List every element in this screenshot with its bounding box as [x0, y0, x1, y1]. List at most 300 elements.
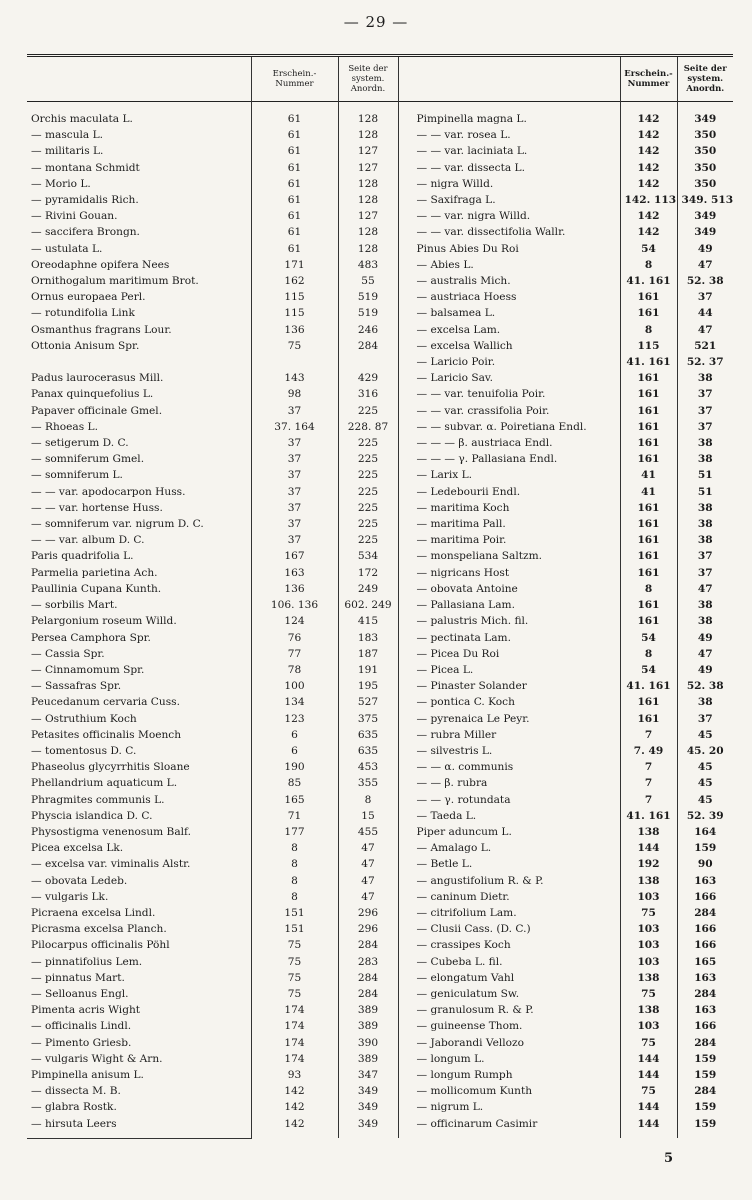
entry-name-right: — — γ. rotundata [398, 792, 620, 808]
entry-number-right: 161 [620, 386, 677, 402]
entry-name-right: — — var. nigra Willd. [398, 208, 620, 224]
table-row [27, 646, 733, 662]
entry-number-right: 161 [620, 305, 677, 321]
entry-page-left: 602. 249 [338, 597, 398, 613]
table-row [27, 743, 733, 759]
entry-name-left: Papaver officinale Gmel. [31, 404, 163, 417]
entry-page-left: 225 [338, 403, 398, 419]
entry-name-left: Picrasma excelsa Planch. [31, 923, 167, 936]
entry-number-right: 138 [620, 873, 677, 889]
entry-name-left: Oreodaphne opifera Nees [31, 258, 170, 271]
entry-page-right: 45 [677, 792, 733, 808]
entry-number-right: 41 [620, 467, 677, 483]
entry-page-left: 246 [338, 322, 398, 338]
table-row [27, 548, 733, 564]
entry-page-left: 527 [338, 694, 398, 710]
entry-name-right: — maritima Koch [398, 500, 620, 516]
entry-number-right: 144 [620, 1051, 677, 1067]
entry-name-left: — Pimento Griesb. [31, 1036, 132, 1049]
footer-page-number: 5 [664, 1151, 674, 1166]
entry-number-right: 142 [620, 176, 677, 192]
entry-page-left: 225 [338, 451, 398, 467]
entry-number-right: 144 [620, 1116, 677, 1139]
entry-name-right: — longum L. [398, 1051, 620, 1067]
entry-page-right: 165 [677, 954, 733, 970]
table-row [27, 160, 733, 176]
header-page-right: Seite der system. Anordn. [677, 56, 733, 102]
header-page-left: Seite der system. Anordn. [338, 56, 398, 102]
entry-number-left: 190 [251, 759, 338, 775]
entry-number-left: 134 [251, 694, 338, 710]
entry-page-right: 90 [677, 856, 733, 872]
entry-page-left: 453 [338, 759, 398, 775]
table-row [27, 905, 733, 921]
entry-number-left: 136 [251, 322, 338, 338]
entry-page-right: 521 [677, 338, 733, 354]
entry-page-left: 519 [338, 289, 398, 305]
entry-number-left: 37 [251, 451, 338, 467]
entry-page-right: 38 [677, 597, 733, 613]
entry-name-left: Phellandrium aquaticum L. [31, 777, 178, 790]
entry-page-left: 296 [338, 921, 398, 937]
entry-number-left: 123 [251, 711, 338, 727]
entry-page-left: 15 [338, 808, 398, 824]
entry-number-left: 8 [251, 873, 338, 889]
entry-page-right: 166 [677, 921, 733, 937]
entry-name-left: Peucedanum cervaria Cuss. [31, 696, 180, 709]
entry-number-left: 143 [251, 370, 338, 386]
table-row [27, 102, 733, 128]
table-header-row [27, 56, 733, 102]
entry-number-right: 54 [620, 241, 677, 257]
entry-name-right: — — var. crassifolia Poir. [398, 403, 620, 419]
entry-page-left: 225 [338, 532, 398, 548]
entry-number-left: 142 [251, 1083, 338, 1099]
entry-number-right: 8 [620, 581, 677, 597]
entry-number-left: 8 [251, 889, 338, 905]
entry-page-left: 415 [338, 613, 398, 629]
entry-name-right: — — var. dissectifolia Wallr. [398, 224, 620, 240]
entry-number-right: 161 [620, 370, 677, 386]
entry-page-left: 172 [338, 565, 398, 581]
entry-number-left: 6 [251, 727, 338, 743]
entry-number-right: 103 [620, 921, 677, 937]
entry-name-right: — — var. dissecta L. [398, 160, 620, 176]
entry-name-left: — somniferum L. [31, 469, 123, 482]
table-row [27, 694, 733, 710]
entry-name-left: — setigerum D. C. [31, 437, 129, 450]
entry-page-right: 164 [677, 824, 733, 840]
entry-page-left: 128 [338, 224, 398, 240]
table-row [27, 873, 733, 889]
entry-name-left: — officinalis Lindl. [31, 1020, 132, 1033]
entry-name-left: Pimpinella anisum L. [31, 1068, 144, 1081]
header-number-right: Erschein.- Nummer [620, 56, 677, 102]
entry-number-left: 136 [251, 581, 338, 597]
entry-page-right: 349 [677, 102, 733, 128]
entry-name-left: Ornithogalum maritimum Brot. [31, 275, 199, 288]
entry-number-left: 61 [251, 241, 338, 257]
entry-name-left: Ornus europaea Perl. [31, 291, 146, 304]
entry-number-left: 165 [251, 792, 338, 808]
entry-page-left: 635 [338, 727, 398, 743]
entry-number-right: 142 [620, 208, 677, 224]
table-row [27, 1067, 733, 1083]
entry-name-right: Pimpinella magna L. [398, 102, 620, 128]
entry-page-left: 128 [338, 127, 398, 143]
entry-name-left: — pyramidalis Rich. [31, 194, 139, 207]
table-row [27, 565, 733, 581]
entry-page-left: 483 [338, 257, 398, 273]
entry-page-right: 350 [677, 143, 733, 159]
entry-name-left: — somniferum Gmel. [31, 453, 145, 466]
entry-number-right: 142 [620, 224, 677, 240]
entry-number-right: 161 [620, 694, 677, 710]
entry-name-left: — obovata Ledeb. [31, 874, 128, 887]
entry-page-right: 350 [677, 176, 733, 192]
entry-page-left: 284 [338, 986, 398, 1002]
entry-number-left: 151 [251, 905, 338, 921]
entry-number-left: 37 [251, 484, 338, 500]
page-number: — 29 — [343, 13, 409, 31]
entry-page-right: 49 [677, 662, 733, 678]
header-number-left: Erschein.- Nummer [251, 56, 338, 102]
entry-number-left: 100 [251, 678, 338, 694]
entry-page-right: 159 [677, 1067, 733, 1083]
entry-number-right: 54 [620, 630, 677, 646]
entry-name-left: Osmanthus fragrans Lour. [31, 323, 172, 336]
entry-number-right: 75 [620, 905, 677, 921]
entry-name-left: Picea excelsa Lk. [31, 842, 124, 855]
entry-name-left: — ustulata L. [31, 242, 103, 255]
entry-page-right: 284 [677, 1035, 733, 1051]
entry-number-left: 75 [251, 338, 338, 354]
entry-page-left: 127 [338, 208, 398, 224]
entry-name-left: — Sassafras Spr. [31, 680, 122, 693]
entry-page-left: 228. 87 [338, 419, 398, 435]
entry-page-right: 45 [677, 775, 733, 791]
entry-name-left: — Selloanus Engl. [31, 987, 129, 1000]
entry-page-right: 284 [677, 1083, 733, 1099]
entry-page-right: 44 [677, 305, 733, 321]
entry-name-right: — — α. communis [398, 759, 620, 775]
entry-number-right: 161 [620, 289, 677, 305]
entry-name-right: — australis Mich. [398, 273, 620, 289]
entry-page-right: 159 [677, 1051, 733, 1067]
entry-page-left: 296 [338, 905, 398, 921]
entry-page-right: 52. 39 [677, 808, 733, 824]
table-row [27, 678, 733, 694]
entry-number-left: 115 [251, 305, 338, 321]
entry-name-right: — maritima Pall. [398, 516, 620, 532]
entry-page-right: 37 [677, 386, 733, 402]
entry-page-left: 225 [338, 467, 398, 483]
entry-page-left: 128 [338, 176, 398, 192]
entry-name-right: — austriaca Hoess [398, 289, 620, 305]
entry-page-left: 389 [338, 1018, 398, 1034]
table-row [27, 435, 733, 451]
entry-number-left: 174 [251, 1035, 338, 1051]
entry-name-left: — somniferum var. nigrum D. C. [31, 518, 204, 531]
table-row [27, 856, 733, 872]
entry-number-left: 37 [251, 532, 338, 548]
entry-page-left: 55 [338, 273, 398, 289]
entry-page-right: 349 [677, 208, 733, 224]
entry-name-left: — — var. album D. C. [31, 534, 145, 547]
entry-page-left: 47 [338, 873, 398, 889]
entry-name-right: — palustris Mich. fil. [398, 613, 620, 629]
entry-name-right: — Pinaster Solander [398, 678, 620, 694]
table-row [27, 500, 733, 516]
table-row [27, 338, 733, 354]
entry-name-right: — maritima Poir. [398, 532, 620, 548]
table-row [27, 581, 733, 597]
table-row [27, 305, 733, 321]
entry-page-left: 128 [338, 102, 398, 128]
entry-number-left: 75 [251, 937, 338, 953]
entry-name-right: — nigra Willd. [398, 176, 620, 192]
entry-page-left: 195 [338, 678, 398, 694]
entry-page-right: 38 [677, 694, 733, 710]
entry-number-left: 6 [251, 743, 338, 759]
entry-name-right: — excelsa Wallich [398, 338, 620, 354]
entry-name-left: — pinnatifolius Lem. [31, 955, 143, 968]
entry-number-left: 61 [251, 127, 338, 143]
entry-page-left: 635 [338, 743, 398, 759]
table-row [27, 322, 733, 338]
entry-number-right: 161 [620, 451, 677, 467]
entry-number-right: 7 [620, 792, 677, 808]
entry-page-right: 47 [677, 257, 733, 273]
entry-page-left: 284 [338, 937, 398, 953]
entry-name-left: Orchis maculata L. [31, 113, 133, 125]
entry-name-right: — pyrenaica Le Peyr. [398, 711, 620, 727]
entry-name-left: — vulgaris Wight & Arn. [31, 1052, 163, 1065]
entry-page-left [338, 354, 398, 370]
entry-page-right: 38 [677, 500, 733, 516]
entry-number-right: 144 [620, 1067, 677, 1083]
table-row [27, 840, 733, 856]
entry-number-right: 54 [620, 662, 677, 678]
entry-name-left: — dissecta M. B. [31, 1085, 121, 1098]
entry-name-right: — officinarum Casimir [398, 1116, 620, 1139]
entry-name-left: — Morio L. [31, 177, 91, 190]
entry-page-right: 52. 38 [677, 273, 733, 289]
entry-page-left: 47 [338, 840, 398, 856]
entry-page-left: 8 [338, 792, 398, 808]
entry-number-right: 161 [620, 403, 677, 419]
entry-name-right: — guineense Thom. [398, 1018, 620, 1034]
entry-name-left: — Ostruthium Koch [31, 712, 137, 725]
entry-name-left: — montana Schmidt [31, 161, 140, 174]
entry-name-left: — pinnatus Mart. [31, 971, 125, 984]
entry-name-left: — Cassia Spr. [31, 647, 105, 660]
table-row [27, 224, 733, 240]
entry-name-left: — — var. apodocarpon Huss. [31, 485, 186, 498]
entry-number-right: 161 [620, 548, 677, 564]
entry-name-right: — — var. rosea L. [398, 127, 620, 143]
entry-number-right: 103 [620, 937, 677, 953]
table-row [27, 711, 733, 727]
entry-page-left: 225 [338, 500, 398, 516]
entry-page-right: 47 [677, 646, 733, 662]
entry-name-right: — citrifolium Lam. [398, 905, 620, 921]
entry-page-left: 347 [338, 1067, 398, 1083]
entry-number-right: 138 [620, 970, 677, 986]
entry-name-left: Panax quinquefolius L. [31, 388, 154, 401]
entry-name-left: Pilocarpus officinalis Pöhl [31, 939, 170, 952]
table-row [27, 954, 733, 970]
entry-page-right: 37 [677, 403, 733, 419]
entry-number-right: 161 [620, 711, 677, 727]
table-row [27, 792, 733, 808]
entry-page-left: 284 [338, 338, 398, 354]
table-row [27, 143, 733, 159]
entry-page-left: 390 [338, 1035, 398, 1051]
table-row [27, 386, 733, 402]
entry-number-left: 71 [251, 808, 338, 824]
entry-name-left: Physcia islandica D. C. [31, 809, 153, 822]
entry-number-left: 85 [251, 775, 338, 791]
entry-name-left: Phragmites communis L. [31, 793, 165, 806]
entry-name-right: — pontica C. Koch [398, 694, 620, 710]
entry-page-left: 349 [338, 1116, 398, 1139]
entry-number-left: 37 [251, 403, 338, 419]
entry-name-right: — nigricans Host [398, 565, 620, 581]
entry-name-right: — Amalago L. [398, 840, 620, 856]
entry-page-right: 38 [677, 532, 733, 548]
entry-page-right: 38 [677, 516, 733, 532]
entry-name-left: — tomentosus D. C. [31, 744, 137, 757]
entry-number-right: 161 [620, 613, 677, 629]
entry-name-right: — Ledebourii Endl. [398, 484, 620, 500]
entry-name-right: — — — γ. Pallasiana Endl. [398, 451, 620, 467]
entry-name-left: — Cinnamomum Spr. [31, 663, 145, 676]
entry-page-left: 375 [338, 711, 398, 727]
entry-number-left [251, 354, 338, 370]
entry-page-right: 159 [677, 840, 733, 856]
table-row [27, 1002, 733, 1018]
entry-page-left: 225 [338, 484, 398, 500]
table-row [27, 127, 733, 143]
entry-number-right: 75 [620, 986, 677, 1002]
entry-number-right: 161 [620, 565, 677, 581]
entry-name-left: Persea Camphora Spr. [31, 631, 151, 644]
entry-page-left: 283 [338, 954, 398, 970]
entry-page-right: 51 [677, 467, 733, 483]
entry-name-right: — angustifolium R. & P. [398, 873, 620, 889]
entry-number-left: 142 [251, 1116, 338, 1139]
entry-page-left: 249 [338, 581, 398, 597]
entry-name-left: — — var. hortense Huss. [31, 501, 163, 514]
entry-page-right: 52. 38 [677, 678, 733, 694]
entry-name-left: Phaseolus glycyrrhitis Sloane [31, 761, 190, 774]
entry-page-left: 284 [338, 970, 398, 986]
entry-name-right: — Picea L. [398, 662, 620, 678]
table-row [27, 241, 733, 257]
entry-page-right: 38 [677, 370, 733, 386]
entry-page-right: 49 [677, 630, 733, 646]
table-row [27, 403, 733, 419]
table-row [27, 662, 733, 678]
entry-name-right: — Abies L. [398, 257, 620, 273]
entry-number-right: 192 [620, 856, 677, 872]
entry-number-right: 161 [620, 532, 677, 548]
entry-number-right: 115 [620, 338, 677, 354]
entry-number-right: 41. 161 [620, 354, 677, 370]
entry-page-right: 45 [677, 727, 733, 743]
entry-name-right: — nigrum L. [398, 1099, 620, 1115]
table-row [27, 208, 733, 224]
entry-page-right: 52. 37 [677, 354, 733, 370]
entry-number-left: 75 [251, 986, 338, 1002]
entry-name-right: — Laricio Poir. [398, 354, 620, 370]
entry-page-left: 519 [338, 305, 398, 321]
table-row [27, 419, 733, 435]
table-row [27, 532, 733, 548]
header-name-right [398, 56, 620, 102]
entry-number-left: 37. 164 [251, 419, 338, 435]
table-row [27, 1099, 733, 1115]
table-row [27, 451, 733, 467]
entry-page-right: 38 [677, 451, 733, 467]
entry-name-right: — — subvar. α. Poiretiana Endl. [398, 419, 620, 435]
entry-name-right: — elongatum Vahl [398, 970, 620, 986]
entry-number-right: 75 [620, 1083, 677, 1099]
table-row [27, 1116, 733, 1139]
entry-number-left: 61 [251, 192, 338, 208]
entry-name-right: — — var. tenuifolia Poir. [398, 386, 620, 402]
entry-number-left: 75 [251, 970, 338, 986]
entry-number-left: 124 [251, 613, 338, 629]
entry-page-left: 429 [338, 370, 398, 386]
entry-number-left: 171 [251, 257, 338, 273]
table-row [27, 1035, 733, 1051]
entry-number-left: 98 [251, 386, 338, 402]
entry-number-left: 61 [251, 102, 338, 128]
index-body [27, 102, 733, 1139]
entry-number-right: 142 [620, 143, 677, 159]
table-row [27, 775, 733, 791]
table-row [27, 613, 733, 629]
entry-page-left: 389 [338, 1051, 398, 1067]
table-row [27, 824, 733, 840]
entry-name-right: — Laricio Sav. [398, 370, 620, 386]
entry-page-right: 37 [677, 711, 733, 727]
entry-name-right: — — var. laciniata L. [398, 143, 620, 159]
table-row [27, 597, 733, 613]
entry-page-left: 191 [338, 662, 398, 678]
entry-page-right: 163 [677, 970, 733, 986]
entry-number-right: 41 [620, 484, 677, 500]
entry-page-left: 127 [338, 143, 398, 159]
entry-number-right: 103 [620, 954, 677, 970]
table-row [27, 889, 733, 905]
entry-number-right: 103 [620, 1018, 677, 1034]
entry-number-right: 103 [620, 889, 677, 905]
entry-number-right: 142. 113 [620, 192, 677, 208]
entry-number-right: 144 [620, 840, 677, 856]
entry-number-right: 161 [620, 500, 677, 516]
table-row [27, 937, 733, 953]
entry-page-left: 389 [338, 1002, 398, 1018]
entry-number-left: 61 [251, 224, 338, 240]
entry-page-right: 37 [677, 548, 733, 564]
entry-page-left: 225 [338, 435, 398, 451]
table-row [27, 630, 733, 646]
entry-number-right: 75 [620, 1035, 677, 1051]
entry-name-left: Pimenta acris Wight [31, 1004, 141, 1017]
